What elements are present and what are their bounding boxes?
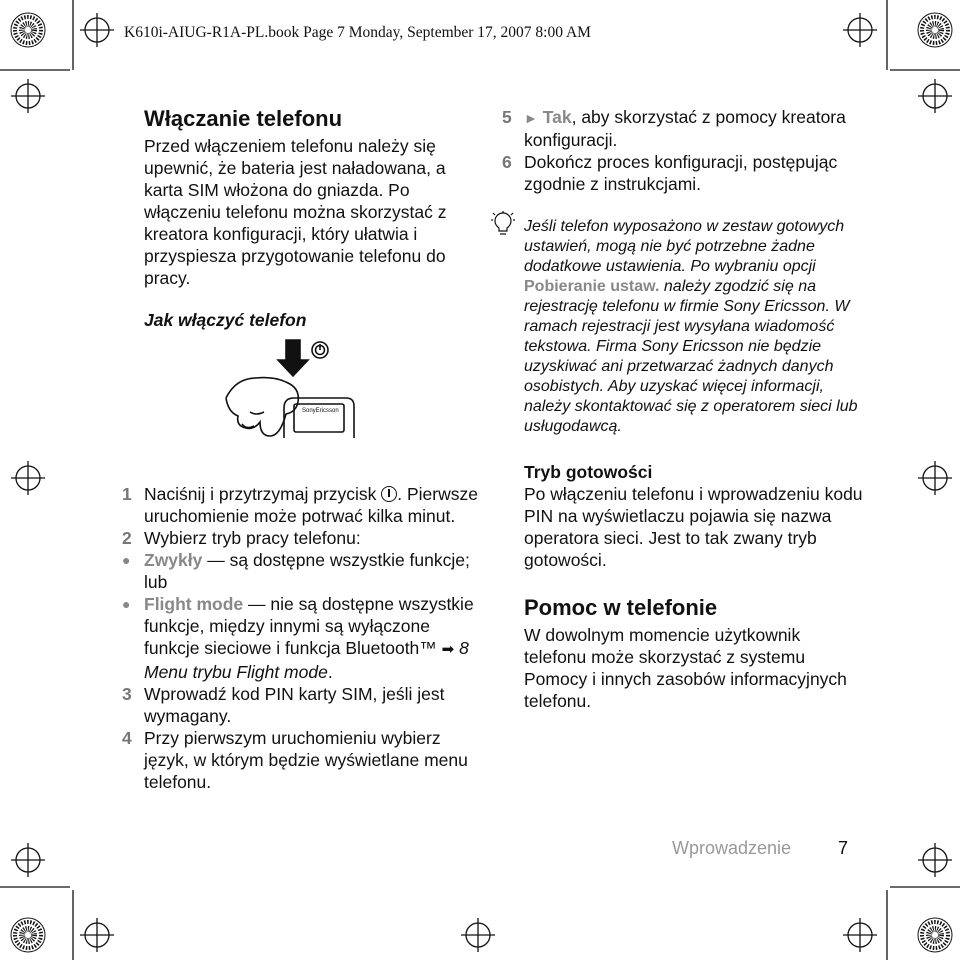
bullet-normal-mode — [122, 549, 484, 593]
step-5 — [502, 106, 864, 151]
step-text: Dokończ proces konfiguracji, postępując zgodnie z instrukcjami. — [524, 152, 838, 194]
lightbulb-icon — [490, 211, 516, 239]
tip-text-cont: należy zgodzić się na rejestrację telefonu w firmie Sony Ericsson. W ramach rejestracji jest wysyłana wiadomość tekstowa. Firma Sony Ericsson nie będzie uzyskiwać ani przetwarzać żadnych danych osobistych. Aby uzyskać więcej informacji, należy skontaktować się z operatorem sieci lub usługodawcą. — [524, 278, 858, 435]
bullet-icon: ● — [122, 552, 131, 568]
bullet-text: — są dostępne wszystkie funkcje; lub — [144, 550, 470, 592]
intro-paragraph: Przed włączeniem telefonu należy się upewnić, że bateria jest naładowana, a karta SIM włożona do gniazda. Po włączeniu telefonu można skorzystać z kreatora konfiguracji, który ułatwia i przyspiesza przygotowanie telefonu do pracy. — [144, 136, 447, 288]
help-heading: Pomoc w telefonie — [524, 595, 718, 620]
standby-heading: Tryb gotowości — [524, 462, 653, 482]
section-heading: Włączanie telefonu — [144, 106, 343, 131]
bullet-flight-mode — [122, 593, 484, 683]
bullet-icon: ● — [122, 596, 131, 612]
step-text-cont: . Pierwsze uruchomienie może potrwać kilka minut. — [144, 484, 478, 526]
option-term: Tak — [542, 107, 572, 127]
page-number: 7 — [838, 838, 849, 858]
step-2 — [122, 527, 484, 549]
tip-text: Jeśli telefon wyposażono w zestaw gotowych ustawień, mogą nie być potrzebne żadne dodatkowe ustawienia. Po wybraniu opcji — [524, 218, 845, 275]
standby-paragraph: Po włączeniu telefonu i wprowadzeniu kodu PIN na wyświetlaczu pojawia się nazwa operatora sieci. Jest to tak zwany tryb gotowości. — [524, 484, 863, 570]
step-3 — [122, 683, 484, 727]
step-text: Wprowadź kod PIN karty SIM, jeśli jest wymagany. — [144, 684, 445, 726]
subheading: Jak włączyć telefon — [144, 310, 307, 330]
step-text: , aby skorzystać z pomocy kreatora konfiguracji. — [524, 107, 846, 150]
step-4 — [122, 727, 484, 793]
step-number: 3 — [122, 684, 132, 704]
help-paragraph: W dowolnym momencie użytkownik telefonu może skorzystać z systemu Pomocy i innych zasobów informacyjnych telefonu. — [524, 625, 847, 711]
step-text: Naciśnij i przytrzymaj przycisk — [144, 484, 377, 504]
mode-term: Zwykły — [144, 550, 203, 570]
phone-power-illustration — [224, 338, 424, 448]
step-number: 2 — [122, 528, 132, 548]
phone-brand-label: SonyEricsson — [302, 408, 339, 414]
step-text: Wybierz tryb pracy telefonu: — [144, 528, 361, 548]
bullet-text: — nie są dostępne wszystkie funkcje, między innymi są wyłączone funkcje sieciowe i funkcja Bluetooth™ — [144, 594, 474, 658]
print-header: K610i-AIUG-R1A-PL.book Page 7 Monday, September 17, 2007 8:00 AM — [124, 24, 591, 41]
power-button-icon — [381, 486, 397, 502]
bullet-end: . — [327, 662, 333, 682]
step-6 — [502, 151, 864, 195]
step-number: 4 — [122, 728, 132, 748]
cross-reference: 8 Menu trybu Flight mode — [144, 638, 469, 682]
mode-term: Flight mode — [144, 594, 244, 614]
step-number: 1 — [122, 484, 132, 504]
left-column — [122, 106, 484, 793]
right-column — [502, 106, 864, 712]
step-number: 6 — [502, 152, 512, 172]
select-arrow-icon: ► — [524, 110, 538, 126]
option-term: Pobieranie ustaw. — [524, 278, 660, 295]
step-number: 5 — [502, 107, 512, 127]
step-1 — [122, 483, 484, 527]
step-text: Przy pierwszym uruchomieniu wybierz język, w którym będzie wyświetlane menu telefonu. — [144, 728, 468, 792]
tip-box — [524, 217, 864, 437]
footer-section-name: Wprowadzenie — [672, 838, 792, 858]
reference-arrow-icon: ➡ — [441, 641, 455, 658]
